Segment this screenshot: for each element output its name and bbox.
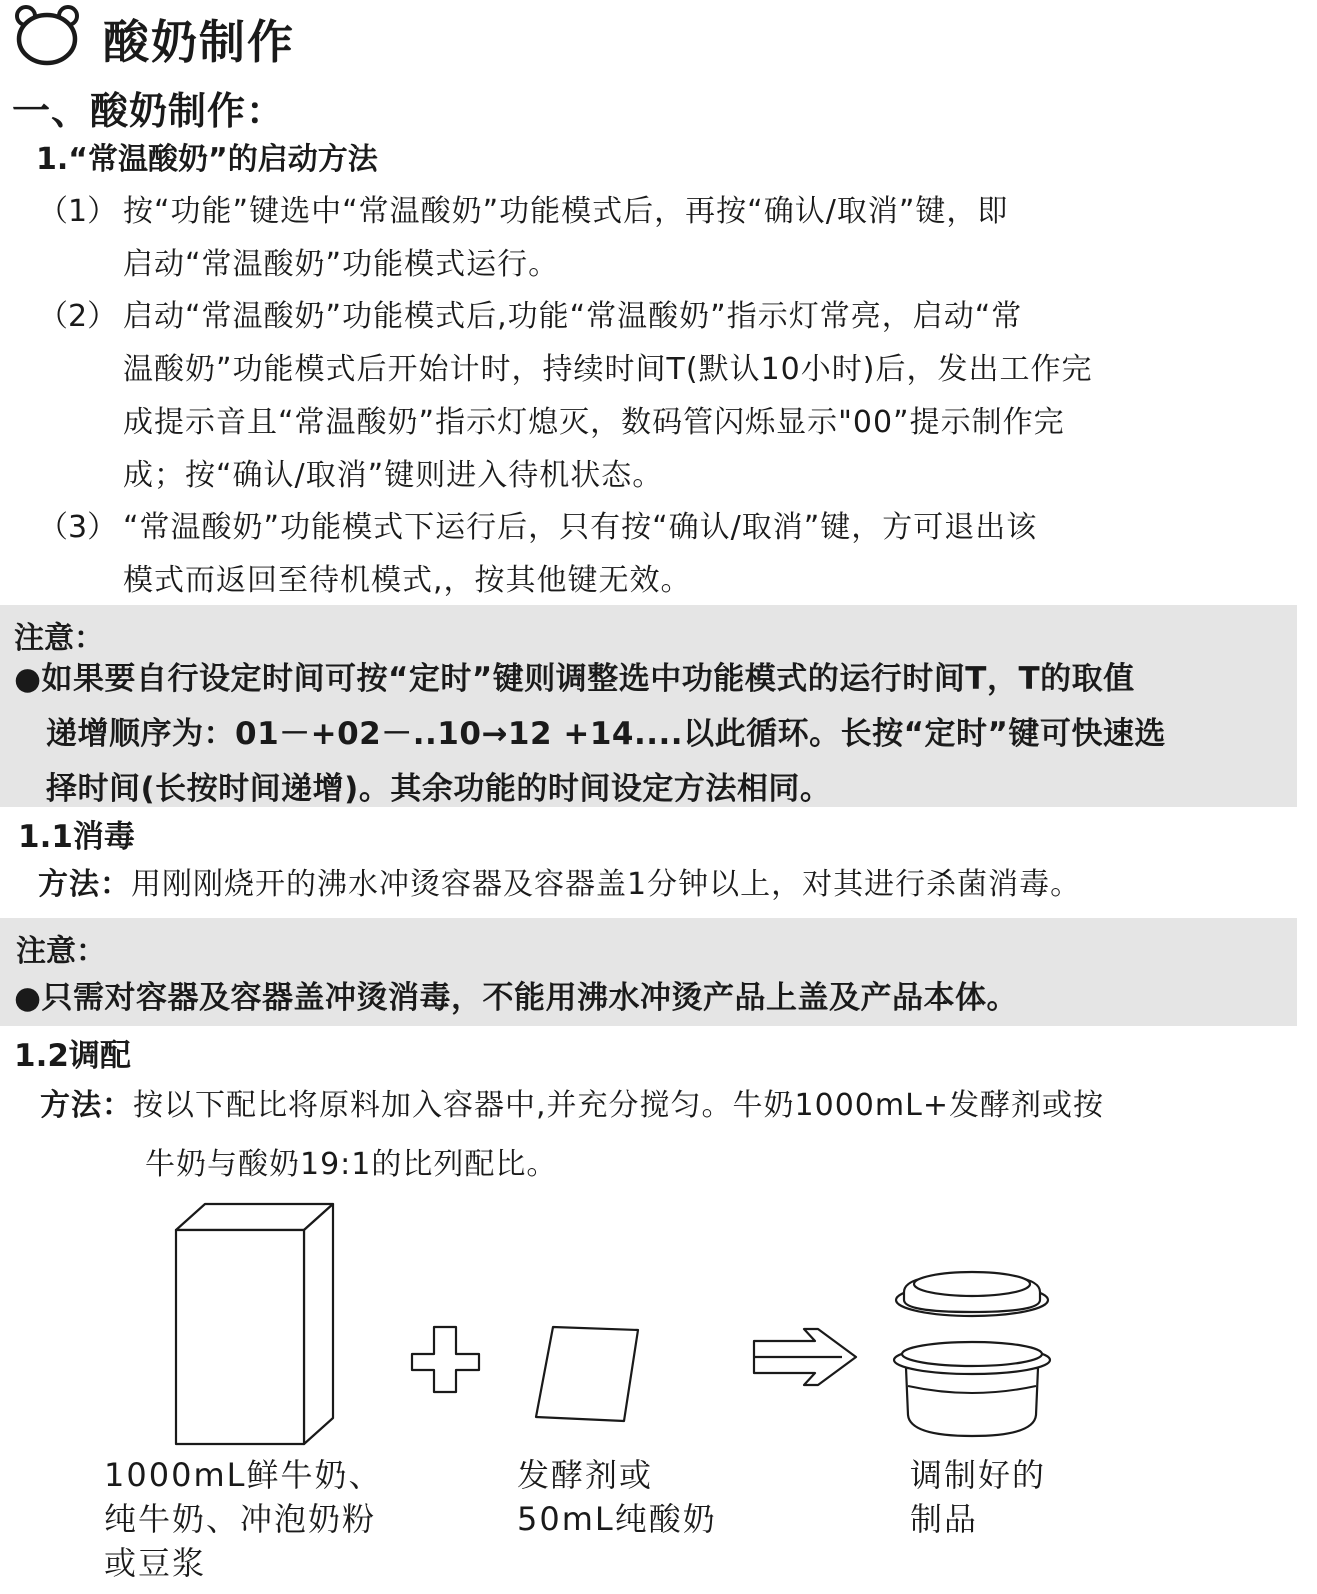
step-text-line: 温酸奶”功能模式后开始计时，持续时间T(默认10小时)后，发出工作完 [123,352,1093,387]
page-title: 酸奶制作 [103,15,295,69]
caption-line: 纯牛奶、冲泡奶粉 [104,1500,377,1538]
note-box [0,918,1297,1026]
caption-line: 1000mL鲜牛奶、 [104,1456,383,1494]
method-label: 方法： [38,867,131,902]
mix-heading: 1.2调配 [14,1038,131,1074]
yogurt-container-icon [894,1272,1050,1436]
caption-line: 调制好的 [910,1456,1047,1494]
method-text: 按以下配比将原料加入容器中,并充分搅匀。牛奶1000mL+发酵剂或按 [133,1088,1104,1123]
plus-icon [412,1327,479,1392]
disinfect-method [38,859,1081,903]
note-title: 注意： [16,934,106,969]
caption-line: 或豆浆 [104,1544,207,1582]
milk-carton-icon [176,1204,333,1444]
note-line: 递增顺序为：01－+02－..10→12 +14....以此循环。长按“定时”键可快速选 [46,716,1166,752]
step-text-line: 成；按“确认/取消”键则进入待机状态。 [123,458,664,493]
caption-line: 制品 [910,1500,979,1538]
step-number: （3） [38,510,118,545]
step-text-line: 按“功能”键选中“常温酸奶”功能模式后，再按“确认/取消”键，即 [123,194,1009,229]
method-text: 牛奶与酸奶19:1的比列配比。 [145,1147,558,1182]
disinfect-heading: 1.1消毒 [18,819,135,855]
method-text: 用刚刚烧开的沸水冲烫容器及容器盖1分钟以上，对其进行杀菌消毒。 [131,867,1082,902]
step-text-line: “常温酸奶”功能模式下运行后，只有按“确认/取消”键，方可退出该 [123,510,1038,545]
note-line: ●只需对容器及容器盖冲烫消毒，不能用沸水冲烫产品上盖及产品本体。 [14,980,1019,1016]
step-text-line: 模式而返回至待机模式,，按其他键无效。 [123,563,692,598]
note-title: 注意： [14,621,104,656]
bear-head-icon [14,4,80,66]
illustration [0,1190,1317,1450]
step-text-line: 成提示音且“常温酸奶”指示灯熄灭，数码管闪烁显示"00”提示制作完 [123,405,1065,440]
double-arrow-icon [754,1329,856,1385]
note-box [0,605,1297,807]
milk-caption [104,1453,382,1585]
caption-line: 发酵剂或 [517,1456,654,1494]
startup-heading: 1.“常温酸奶”的启动方法 [36,142,378,177]
section-heading: 一、酸奶制作： [12,89,286,133]
result-caption [910,1453,1046,1541]
caption-line: 50mL纯酸奶 [517,1500,717,1538]
note-line: 择时间(长按时间递增)。其余功能的时间设定方法相同。 [46,771,832,807]
starter-packet-icon [536,1327,638,1421]
step-number: （1） [38,194,118,229]
mix-method [40,1080,1104,1124]
method-label: 方法： [40,1088,133,1123]
step-text-line: 启动“常温酸奶”功能模式运行。 [123,247,560,282]
step-number: （2） [38,299,118,334]
step-text-line: 启动“常温酸奶”功能模式后,功能“常温酸奶”指示灯常亮，启动“常 [123,299,1023,334]
note-line: ●如果要自行设定时间可按“定时”键则调整选中功能模式的运行时间T，T的取值 [14,661,1135,697]
starter-caption [517,1453,717,1541]
